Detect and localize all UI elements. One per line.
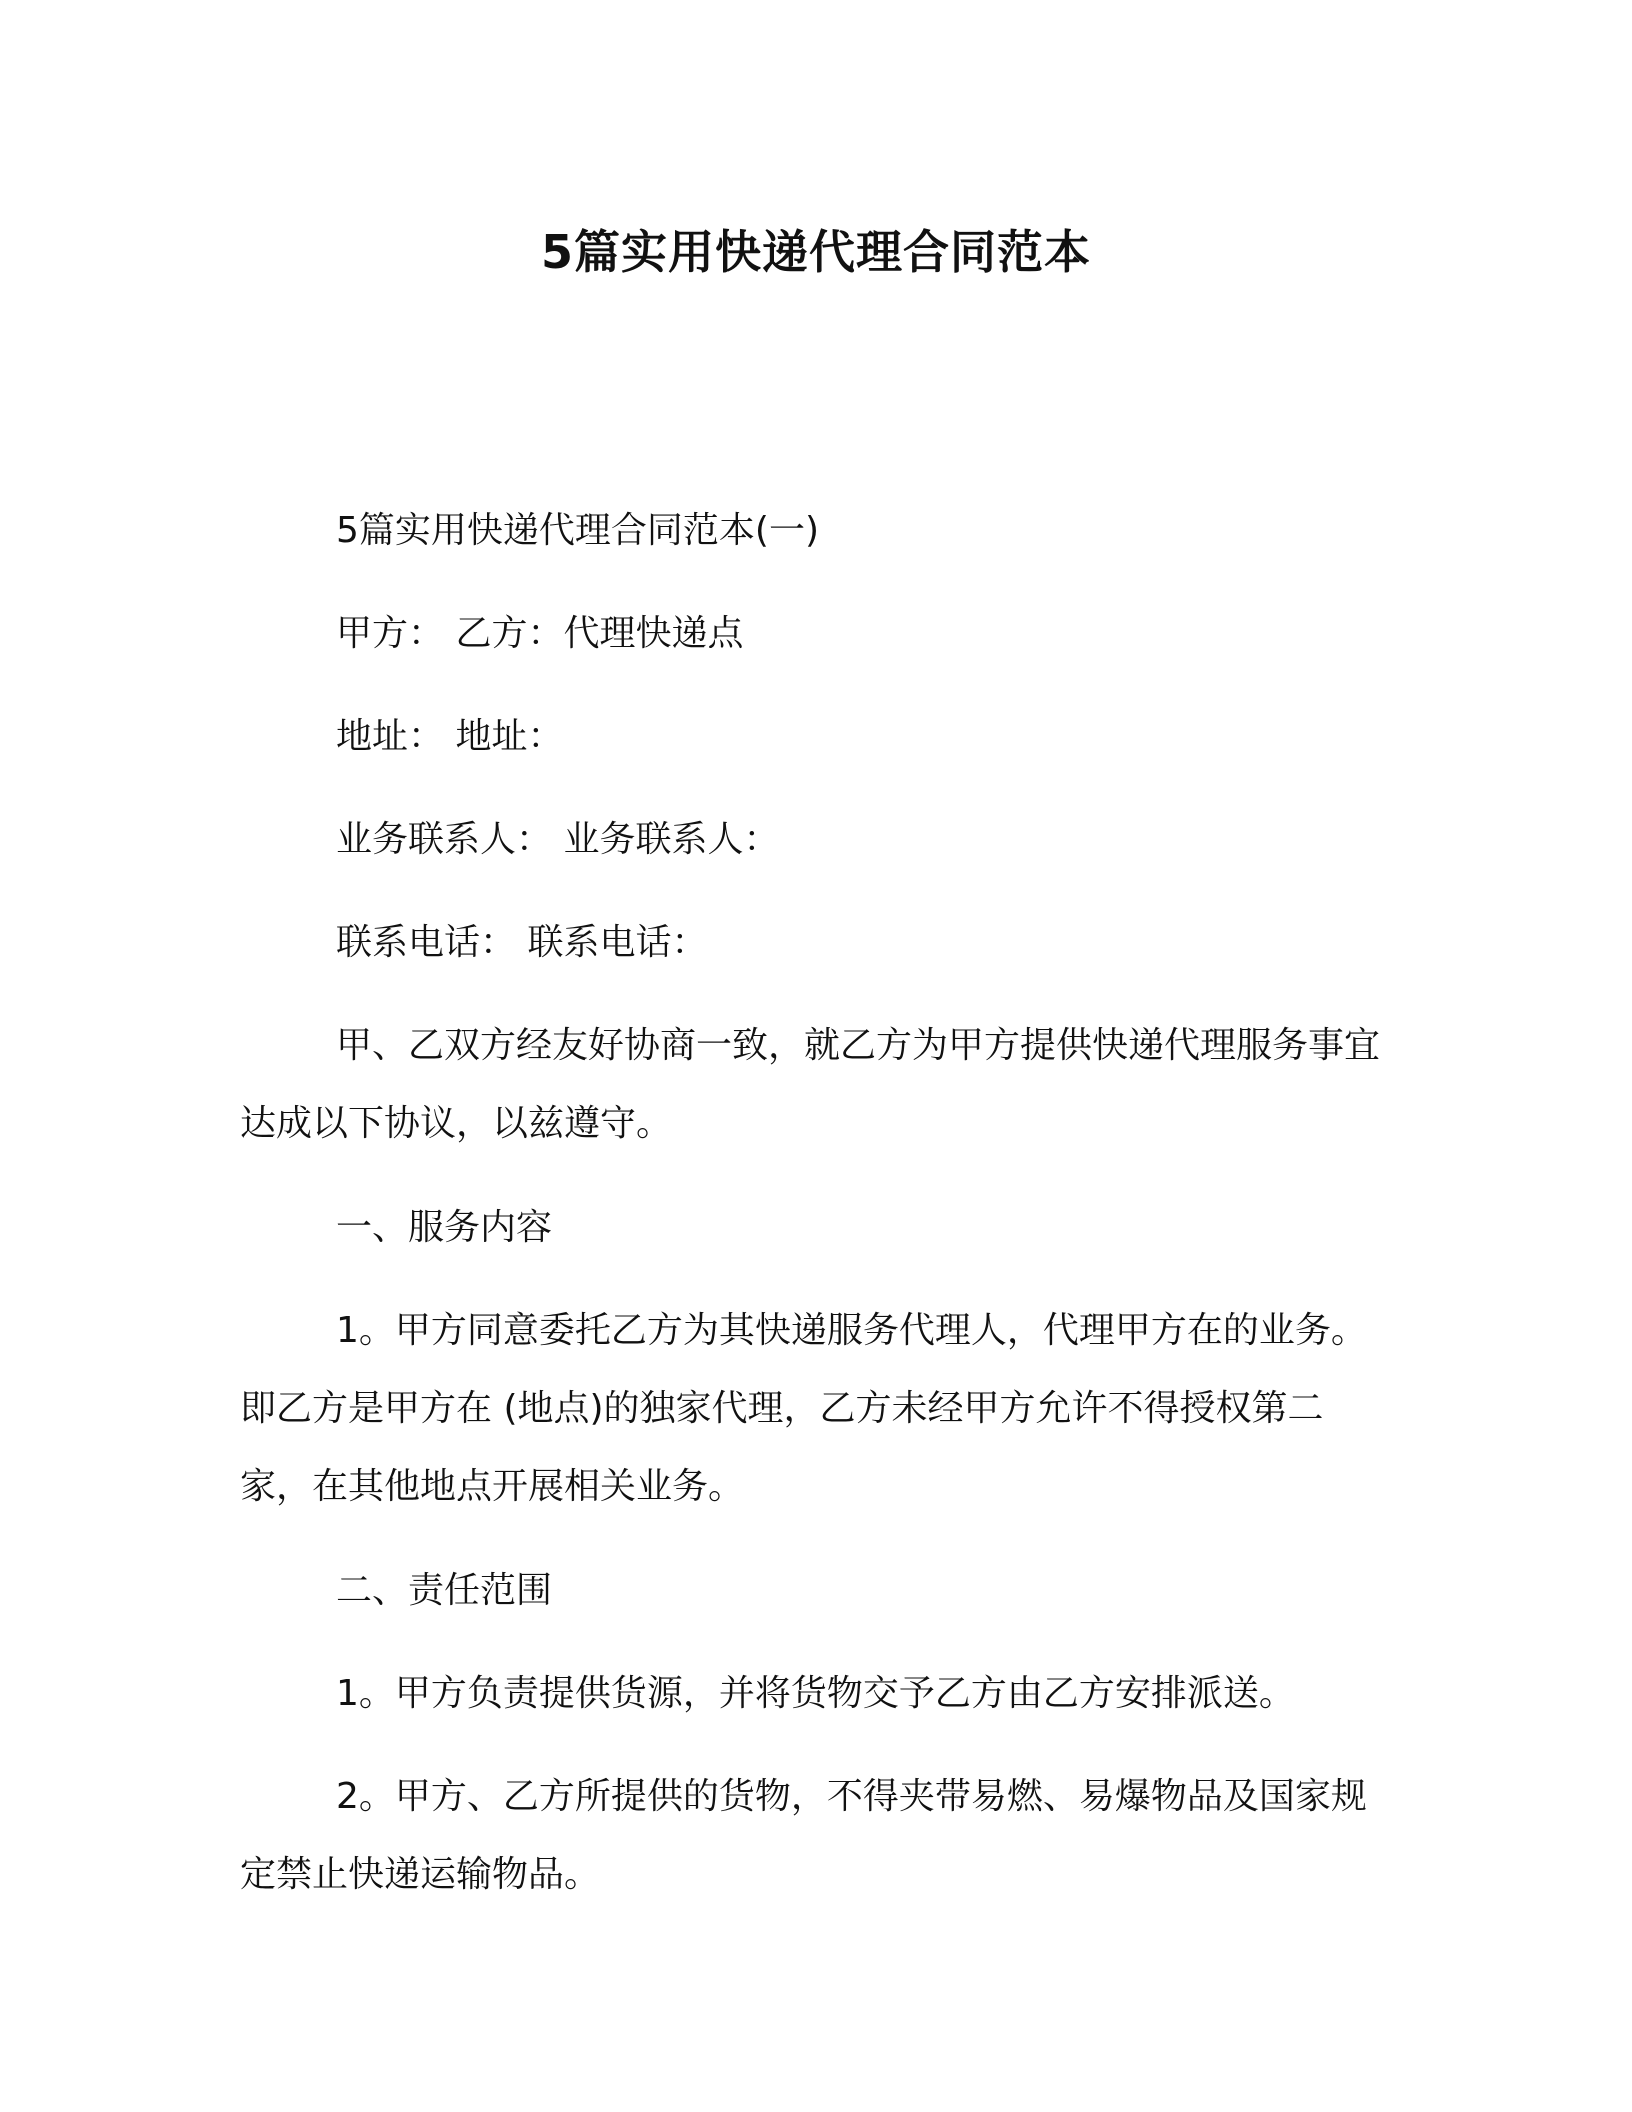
agreement-intro-paragraph: 甲、乙双方经友好协商一致，就乙方为甲方提供快递代理服务事宜达成以下协议，以兹遵守。	[240, 1025, 1381, 1144]
document-body	[240, 492, 1390, 1940]
responsibility-clause-2: 2。甲方、乙方所提供的货物，不得夹带易燃、易爆物品及国家规定禁止快递运输物品。	[240, 1776, 1367, 1895]
contact-person-line: 业务联系人： 业务联系人：	[336, 819, 780, 860]
section-heading-service: 一、服务内容	[336, 1207, 553, 1248]
phone-line: 联系电话： 联系电话：	[336, 922, 708, 963]
section-heading-responsibility: 二、责任范围	[336, 1570, 553, 1611]
service-clause-1: 1。甲方同意委托乙方为其快递服务代理人，代理甲方在的业务。即乙方是甲方在 (地点)的独家代理，乙方未经甲方允许不得授权第二家，在其他地点开展相关业务。	[240, 1310, 1367, 1507]
party-line: 甲方： 乙方：代理快递点	[336, 613, 744, 654]
address-line: 地址： 地址：	[336, 716, 564, 757]
responsibility-clause-1: 1。甲方负责提供货源，并将货物交予乙方由乙方安排派送。	[336, 1673, 1295, 1714]
section-heading: 5篇实用快递代理合同范本(一)	[336, 510, 819, 551]
document-title: 5篇实用快递代理合同范本	[540, 225, 1091, 279]
